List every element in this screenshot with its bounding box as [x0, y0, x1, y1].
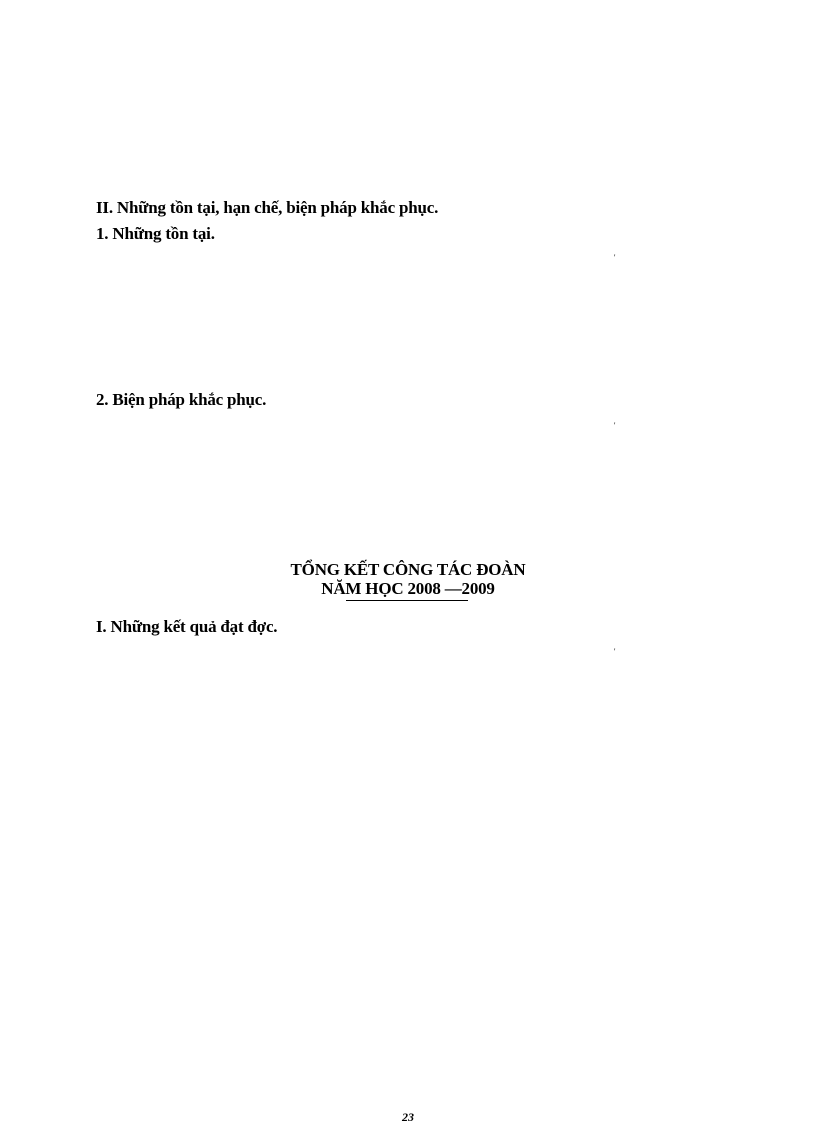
- page-number: 23: [402, 1110, 414, 1124]
- summary-title-line-1: TỔNG KẾT CÔNG TÁC ĐOÀN: [290, 560, 526, 579]
- subsection-1-heading: 1. Những tồn tại.: [96, 224, 215, 243]
- dot-mark-3: ': [614, 647, 616, 656]
- dot-mark-1: ': [614, 253, 616, 262]
- dot-mark-2: ': [614, 421, 616, 430]
- summary-title-underline: [346, 600, 468, 601]
- summary-title-line-2: NĂM HỌC 2008 —2009: [321, 579, 495, 598]
- subsection-2-heading: 2. Biện pháp khắc phục.: [96, 390, 267, 409]
- section-i-heading: I. Những kết quả đạt đợc.: [96, 617, 278, 636]
- section-ii-heading: II. Những tồn tại, hạn chế, biện pháp khắc phục.: [96, 198, 439, 217]
